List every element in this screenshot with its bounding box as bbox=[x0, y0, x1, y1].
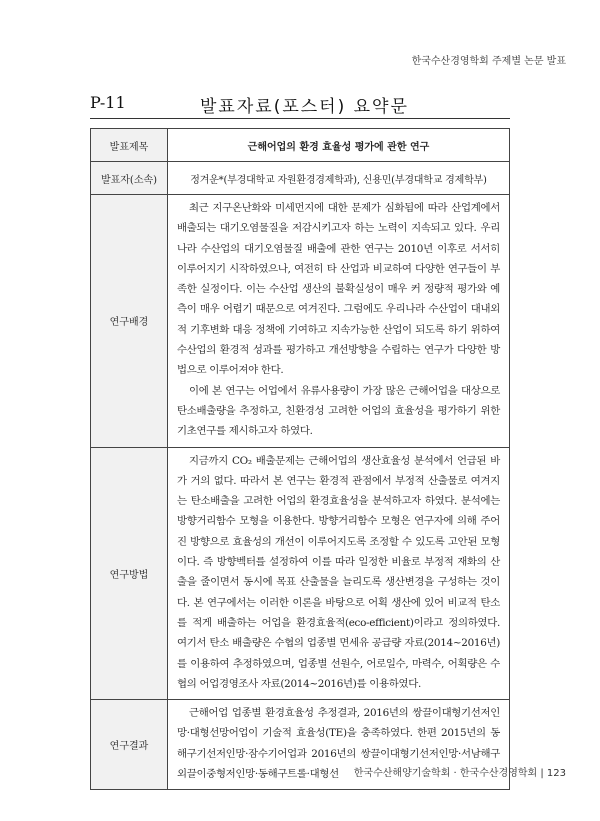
author-row bbox=[91, 162, 510, 195]
background-row bbox=[91, 195, 510, 448]
author-label: 발표자(소속) bbox=[91, 162, 168, 195]
result-label: 연구결과 bbox=[91, 700, 168, 790]
title-row bbox=[91, 129, 510, 162]
method-paragraph-1: 지금까지 CO₂ 배출문제는 근해어업의 생산효율성 분석에서 언급된 바가 거의 없다. 따라서 본 연구는 환경적 관점에서 부정적 산출물로 여겨지는 탄소배출을 고려한 어업의 환경효율성을 분석하고자 하였다. 분석에는 방향거리함수 모형을 이용한다. 방향거리함수 모형은 연구자에 의해 주어진 방향으로 효율성의 개선이 이루어지도록 조정할 수 있도록 고안된 모형이다. 즉 방향벡터를 설정하여 이를 따라 일정한 비율로 부정적 재화의 산출을 줄이면서 동시에 목표 산출물을 늘리도록 생산변경을 구성하는 것이다. 본 연구에서는 이러한 이론을 바탕으로 어획 생산에 있어 비교적 탄소를 적게 배출하는 어업을 환경효율적(eco-efficient)이라고 정의하였다. 여기서 탄소 배출량은 수협의 업종별 면세유 공급량 자료(2014~2016년)를 이용하여 추정하였으며, 업종별 선원수, 어로일수, 마력수, 어획량은 수협의 어업경영조사 자료(2014~2016년)를 이용하였다. bbox=[177, 454, 500, 690]
title-label: 발표제목 bbox=[91, 129, 168, 162]
page-title: 발표자료(포스터) 요약문 bbox=[200, 97, 409, 117]
background-paragraph-1: 최근 지구온난화와 미세먼지에 대한 문제가 심화됨에 따라 산업계에서 배출되는 대기오염물질을 저감시키고자 하는 노력이 지속되고 있다. 우리나라 수산업의 대기오염물질 배출에 관한 연구는 2010년 이후로 서서히 이루어지기 시작하였으나, 여전히 타 산업과 비교하여 다양한 연구들이 부족한 실정이다. 이는 수산업 생산의 불확실성이 매우 커 정량적 평가와 예측이 매우 어렵기 때문으로 여겨진다. 그럼에도 우리나라 수산업이 대내외적 기후변화 대응 정책에 기여하고 지속가능한 산업이 되도록 하기 위하여 수산업의 환경적 성과를 평가하고 개선방향을 수립하는 연구가 다양한 방법으로 이루어져야 한다. bbox=[177, 202, 500, 377]
title-divider bbox=[90, 118, 510, 119]
poster-code: P-11 bbox=[90, 93, 126, 112]
method-body bbox=[168, 447, 510, 700]
background-label: 연구배경 bbox=[91, 195, 168, 448]
page-footer: 한국수산해양기술학회 · 한국수산경영학회 | 123 bbox=[353, 768, 566, 779]
background-body bbox=[168, 195, 510, 448]
title-value: 근해어업의 환경 효율성 평가에 관한 연구 bbox=[168, 129, 510, 162]
summary-table bbox=[90, 128, 510, 790]
result-paragraph-1: 근해어업 업종별 환경효율성 추정결과, 2016년의 쌍끌이대형기선저인망·대형선망어업이 기술적 효율성(TE)을 충족하였다. 한편 2015년의 동해구기선저인망·잠수기어업과 2016년의 쌍끌이대형기선저인망·서남해구외끌이중형저인망·동해구트롤·대형선 bbox=[177, 707, 500, 781]
running-header: 한국수산경영학회 주제별 논문 발표 bbox=[411, 56, 566, 67]
background-paragraph-2: 이에 본 연구는 어업에서 유류사용량이 가장 많은 근해어업을 대상으로 탄소배출량을 추정하고, 친환경성 고려한 어업의 효율성을 평가하기 위한 기초연구를 제시하고자 하였다. bbox=[177, 384, 500, 438]
author-value: 정겨운*(부경대학교 자원환경경제학과), 신용민(부경대학교 경제학부) bbox=[168, 162, 510, 195]
method-label: 연구방법 bbox=[91, 447, 168, 700]
method-row bbox=[91, 447, 510, 700]
